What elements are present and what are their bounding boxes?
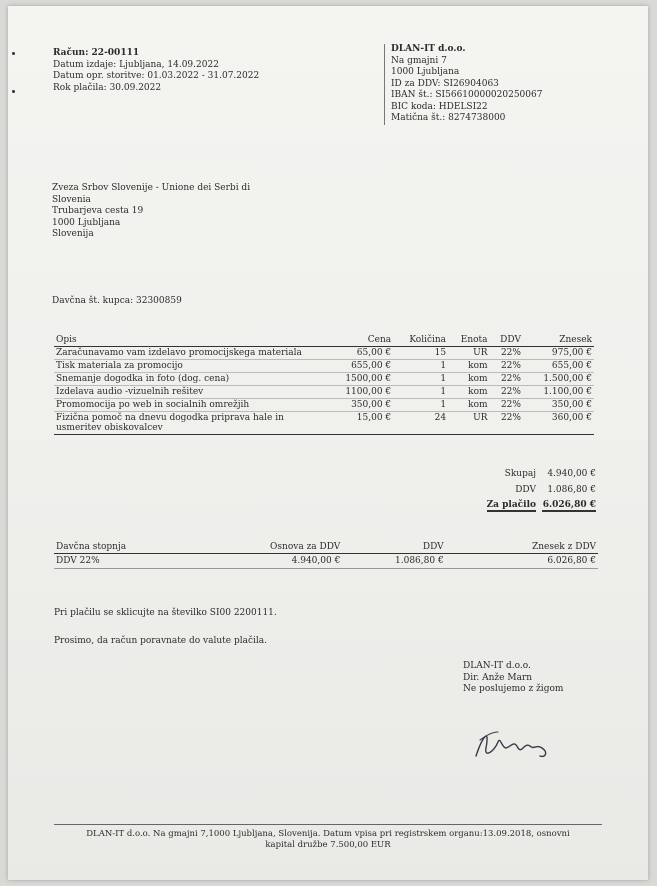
- footer-line-1: DLAN-IT d.o.o. Na gmajni 7,1000 Ljubljana, Slovenija. Datum vpisa pri registrskem organu:13.09.2018, osnovni: [86, 829, 570, 839]
- col-unit: Enota: [448, 334, 489, 347]
- col-tax-base: Osnova za DDV: [228, 541, 342, 554]
- due-date: Rok plačila: 30.09.2022: [53, 82, 162, 93]
- tax-header-row: [54, 541, 598, 554]
- buyer-name: Zveza Srbov Slovenije - Unione dei Serbi di: [52, 183, 251, 193]
- item-qty: 15: [393, 347, 448, 360]
- buyer-address: [52, 183, 312, 241]
- items-table: [54, 334, 594, 435]
- col-desc: Opis: [54, 334, 326, 347]
- company-iban: IBAN št.: SI56610000020250067: [391, 90, 543, 100]
- company-street: Na gmajni 7: [391, 55, 447, 66]
- company-city: 1000 Ljubljana: [391, 67, 460, 77]
- table-row: [54, 347, 594, 360]
- item-amount: 1.500,00 €: [523, 373, 594, 386]
- totals-block: [428, 466, 596, 514]
- footer: [54, 824, 602, 851]
- item-price: 1100,00 €: [326, 386, 393, 399]
- item-qty: 1: [393, 399, 448, 412]
- item-unit: UR: [448, 412, 489, 435]
- item-desc: Tisk materiala za promocijo: [54, 360, 326, 373]
- tax-vat: 1.086,80 €: [342, 554, 445, 569]
- item-vat: 22%: [490, 412, 523, 435]
- item-vat: 22%: [490, 360, 523, 373]
- total-row: [428, 498, 596, 514]
- item-vat: 22%: [490, 373, 523, 386]
- item-vat: 22%: [490, 347, 523, 360]
- service-date: Datum opr. storitve: 01.03.2022 - 31.07.2022: [53, 71, 260, 81]
- col-amount: Znesek: [523, 334, 594, 347]
- item-desc: Promomocija po web in socialnih omrežjih: [54, 399, 326, 412]
- item-qty: 1: [393, 360, 448, 373]
- vat-row: [428, 482, 596, 498]
- punch-hole: [12, 90, 15, 93]
- item-amount: 350,00 €: [523, 399, 594, 412]
- signoff: [463, 661, 613, 696]
- company-bic: BIC koda: HDELSI22: [391, 101, 488, 112]
- table-row: [54, 399, 594, 412]
- tax-table: [54, 541, 598, 569]
- subtotal-label: Skupaj: [504, 469, 536, 479]
- items-header-row: [54, 334, 594, 347]
- item-vat: 22%: [490, 386, 523, 399]
- item-price: 350,00 €: [326, 399, 393, 412]
- buyer-country: Slovenija: [52, 229, 94, 239]
- item-unit: UR: [448, 347, 489, 360]
- item-desc: Izdelava audio -vizuelnih rešitev: [54, 386, 326, 399]
- item-unit: kom: [448, 386, 489, 399]
- col-qty: Količina: [393, 334, 448, 347]
- company-info: [384, 44, 581, 125]
- invoice-page: [8, 6, 648, 880]
- footer-line-2: kapital družbe 7.500,00 EUR: [265, 840, 391, 850]
- vat-label: DDV: [515, 485, 536, 495]
- item-price: 655,00 €: [326, 360, 393, 373]
- item-price: 1500,00 €: [326, 373, 393, 386]
- col-vat: DDV: [490, 334, 523, 347]
- item-amount: 1.100,00 €: [523, 386, 594, 399]
- item-price: 65,00 €: [326, 347, 393, 360]
- company-vat: ID za DDV: SI26904063: [391, 78, 499, 89]
- company-name: DLAN-IT d.o.o.: [391, 44, 466, 54]
- col-price: Cena: [326, 334, 393, 347]
- table-row: [54, 554, 598, 569]
- subtotal-row: [428, 466, 596, 482]
- buyer-street: Trubarjeva cesta 19: [52, 206, 144, 216]
- vat-value: 1.086,80 €: [547, 485, 596, 495]
- item-unit: kom: [448, 373, 489, 386]
- handwritten-signature: [468, 718, 558, 768]
- buyer-tax-id: Davčna št. kupca: 32300859: [52, 296, 182, 306]
- total-value: 6.026,80 €: [542, 500, 596, 510]
- item-qty: 1: [393, 386, 448, 399]
- payment-reference: Pri plačilu se sklicujte na številko SI00 2200111.: [54, 608, 277, 618]
- company-reg: Matična št.: 8274738000: [391, 113, 506, 123]
- table-row: [54, 360, 594, 373]
- subtotal-value: 4.940,00 €: [547, 469, 596, 479]
- tax-base: 4.940,00 €: [228, 554, 342, 569]
- buyer-city: 1000 Ljubljana: [52, 217, 121, 228]
- col-tax-total: Znesek z DDV: [446, 541, 598, 554]
- item-qty: 24: [393, 412, 448, 435]
- table-row: [54, 412, 594, 435]
- payment-request: Prosimo, da račun poravnate do valute plačila.: [54, 636, 267, 646]
- item-unit: kom: [448, 399, 489, 412]
- invoice-number: Račun: 22-00111: [53, 48, 140, 58]
- col-tax-rate: Davčna stopnja: [54, 541, 228, 554]
- buyer-name-cont: Slovenia: [52, 194, 91, 205]
- item-price: 15,00 €: [326, 412, 393, 435]
- item-desc: Zaračunavamo vam izdelavo promocijskega materiala: [54, 347, 326, 360]
- item-amount: 655,00 €: [523, 360, 594, 373]
- table-row: [54, 386, 594, 399]
- total-label: Za plačilo: [486, 500, 536, 510]
- tax-rate: DDV 22%: [54, 554, 228, 569]
- signoff-company: DLAN-IT d.o.o.: [463, 661, 531, 671]
- item-desc: Fizična pomoč na dnevu dogodka priprava hale in usmeritev obiskovalcev: [54, 412, 326, 435]
- item-amount: 975,00 €: [523, 347, 594, 360]
- signoff-stamp-note: Ne poslujemo z žigom: [463, 684, 564, 694]
- item-vat: 22%: [490, 399, 523, 412]
- signoff-director: Dir. Anže Marn: [463, 672, 533, 683]
- invoice-info: [53, 48, 293, 94]
- punch-hole: [12, 52, 15, 55]
- col-tax-vat: DDV: [342, 541, 445, 554]
- item-amount: 360,00 €: [523, 412, 594, 435]
- table-row: [54, 373, 594, 386]
- item-desc: Snemanje dogodka in foto (dog. cena): [54, 373, 326, 386]
- item-qty: 1: [393, 373, 448, 386]
- tax-total: 6.026,80 €: [446, 554, 598, 569]
- item-unit: kom: [448, 360, 489, 373]
- issue-date: Datum izdaje: Ljubljana, 14.09.2022: [53, 59, 219, 70]
